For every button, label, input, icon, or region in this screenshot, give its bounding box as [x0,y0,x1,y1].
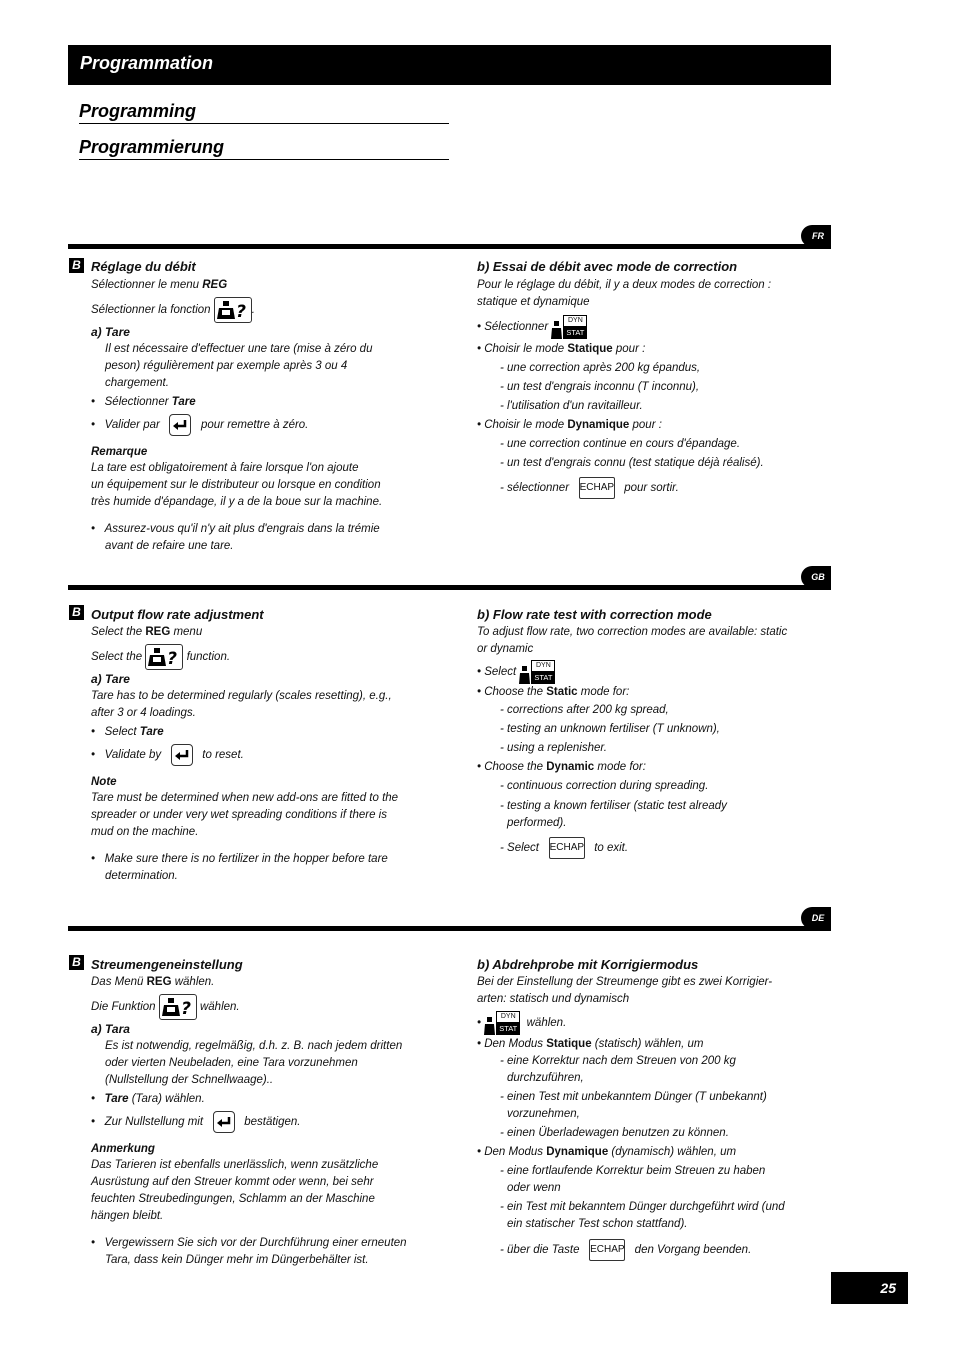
section-rule [68,585,831,590]
scale-help-icon [145,644,183,670]
echap-key-icon: ECHAP [549,837,585,859]
subtitle-en: Programming [79,101,197,121]
scale-help-icon [159,994,197,1020]
section-marker: B [69,605,84,620]
section-heading: Output flow rate adjustment [91,607,264,622]
dyn-stat-icon: DYN STAT [519,660,555,684]
fr-left-column: Réglage du débit Sélectionner le menu REG Sélectionner la fonction ? . a) Tare Il est nécessaire d'effectuer une tare (mise à zéro du peson) régulièrement par exemple après 3 ou 4 chargement. • Sélectionner Tare • Valider par pour remettre à zéro. Remarque La tare est obligatoirement à faire lorsque l'on ajoute un équipement sur le distributeur ou lorsque en condition très humide d'épandage, il y a de la boue sur la machine. • Assurez-vous qu'il n'y ait plus d'engrais dans la trémie avant de refaire une tare. [91,259,383,552]
page-title: Programmation [80,53,214,73]
page-number: 25 [831,1272,908,1304]
note-title: Anmerkung [91,1143,155,1155]
section-heading: Réglage du débit [91,259,196,274]
svg-text:?: ? [235,302,246,322]
lang-tab-de: DE [801,907,831,929]
lang-tab-fr: FR [801,225,831,247]
lang-tab-gb: GB [801,566,831,588]
section-rule [68,926,831,931]
enter-key-icon [169,414,191,436]
section-heading: b) Abdrehprobe mit Korrigiermodus [477,957,699,972]
enter-key-icon [171,744,193,766]
section-marker: B [69,955,84,970]
gb-left-column: Output flow rate adjustment Select the REG menu Select the ? function. a) Tare Tare has to be determined regularly (scales resetting), e.g., after 3 or 4 loadings. • Select Tare • Validate by to reset. Note Tare must be determined when new add-ons are fitted to the spreader or under very wet spreading conditions if there is mud on the machine. • Make sure there is no fertilizer in the hopper before tare determination. [91,607,399,882]
fr-right-column: b) Essai de débit avec mode de correction Pour le réglage du débit, il y a deux modes de correction : statique et dynamique • Sélectionner DYN STAT • Choisir le mode Statique pour : - une correction après 200 kg épandus, - un test d'engrais inconnu (T inconnu), - l'utilisation d'un ravitailleur. • Choisir le mode Dynamique pour : - une correction continue en cours d'épandage. - un test d'engrais connu (test statique déjà réalisé). - sélectionner ECHAP pour sortir. [477,259,771,499]
section-rule [68,244,831,249]
subtitle-rule [79,123,449,124]
note-title: Note [91,776,117,788]
svg-text:?: ? [167,649,178,669]
gb-right-column: b) Flow rate test with correction mode To adjust flow rate, two correction modes are available: static or dynamic • Select DYN STAT • Choose the Static mode for: - corrections after 200 kg spread, - testing an unknown fertiliser (T unknown), - using a replenisher. • Choose the Dynamic mode for: - continuous correction during spreading. - testing a known fertiliser (static test already performed). - Select ECHAP to exit. [477,607,787,859]
svg-text:?: ? [180,999,191,1019]
sub-heading: a) Tara [91,1022,130,1036]
dyn-stat-icon: DYN STAT [551,315,587,339]
subtitle-de: Programmierung [79,137,225,157]
de-right-column: b) Abdrehprobe mit Korrigiermodus Bei der Einstellung der Streumenge gibt es zwei Korrigier- arten: statisch und dynamisch • DYN STAT wählen. • Den Modus Statique (statisch) wählen, um - eine Korrektur nach dem Streuen von 200 kg durchzuführen, - einen Test mit unbekanntem Dünger (T unbekannt) vorzunehmen, - einen Überladewagen benutzen zu können. • Den Modus Dynamique (dynamisch) wählen, um - eine fortlaufende Korrektur beim Streuen zu haben oder wenn - ein Test mit bekanntem Dünger durchgeführt wird (und ein statischer Test schon stattfand). - über die Taste ECHAP den Vorgang beenden. [477,957,785,1261]
subtitle-rule [79,159,449,160]
dyn-stat-icon: DYN STAT [484,1011,520,1035]
section-heading: b) Essai de débit avec mode de correction [477,259,738,274]
enter-key-icon [213,1111,235,1133]
section-marker: B [69,258,84,273]
section-heading: Streumengeneinstellung [91,957,243,972]
echap-key-icon: ECHAP [579,477,615,499]
de-left-column: Streumengeneinstellung Das Menü REG wählen. Die Funktion ? wählen. a) Tara Es ist notwendig, regelmäßig, d.h. z. B. nach jedem dritten oder vierten Neubeladen, eine Tara vorzunehmen (Nullstellung der Schnellwaage).. • Tare (Tara) wählen. • Zur Nullstellung mit bestätigen. Anmerkung Das Tarieren ist ebenfalls unerlässlich, wenn zusätzliche Ausrüstung auf den Streuer kommt oder wenn, bei sehr feuchten Streubedingungen, Schlamm an der Maschine hängen bleibt. • Vergewissern Sie sich vor der Durchführung einer erneuten Tara, dass kein Dünger mehr im Düngerbehälter ist. [91,957,407,1266]
note-title: Remarque [91,446,148,458]
sub-heading: a) Tare [91,672,130,686]
echap-key-icon: ECHAP [589,1239,625,1261]
section-heading: b) Flow rate test with correction mode [477,607,712,622]
sub-heading: a) Tare [91,325,130,339]
scale-help-icon [214,297,252,323]
